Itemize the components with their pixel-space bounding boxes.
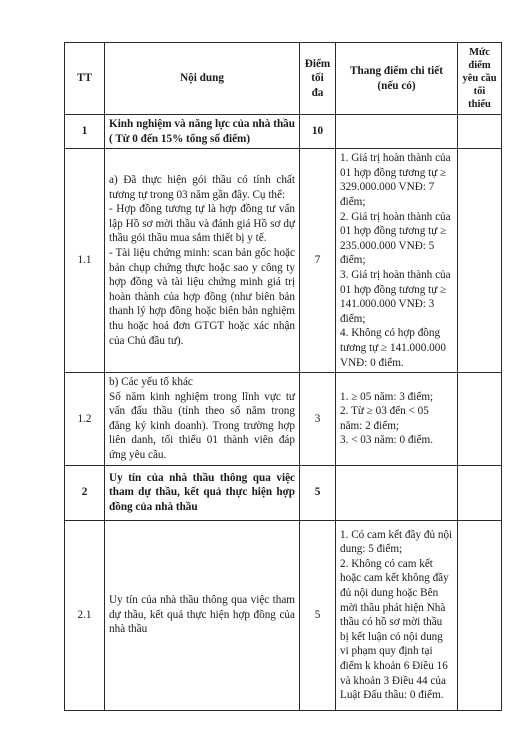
row-scale: 1. Có cam kết đầy đủ nội dung: 5 điểm; 2. Không có cam kết hoặc cam kết không đầy đủ nội dung hoặc Bên mời thầu phát hiện Nhà thầu có hồ sơ mời thầu bị kết luận có nội dung vi phạm quy định tại điểm k khoản 6 Điều 16 và khoản 3 Điều 44 của Luật Đấu thầu: 0 điểm. bbox=[336, 520, 458, 710]
table-row bbox=[65, 465, 502, 520]
row-min bbox=[458, 149, 502, 373]
table-row bbox=[65, 115, 502, 149]
row-score: 7 bbox=[300, 149, 336, 373]
row-tt: 2.1 bbox=[65, 520, 105, 710]
header-max-score: Điểm tối đa bbox=[300, 43, 336, 115]
row-scale bbox=[336, 465, 458, 520]
row-scale: 1. Giá trị hoàn thành của 01 hợp đồng tương tự ≥ 329.000.000 VNĐ: 7 điểm; 2. Giá trị hoàn thành của 01 hợp đồng tương tự ≥ 235.000.000 VNĐ: 5 điểm; 3. Giá trị hoàn thành của 01 hợp đồng tương tự ≥ 141.000.000 VNĐ: 3 điểm; 4. Không có hợp đồng tương tự ≥ 141.000.000 VNĐ: 0 điểm. bbox=[336, 149, 458, 373]
row-scale: 1. ≥ 05 năm: 3 điểm; 2. Từ ≥ 03 đến < 05 năm: 2 điểm; 3. < 03 năm: 0 điểm. bbox=[336, 373, 458, 466]
header-min-required: Mức điểm yêu cầu tối thiểu bbox=[458, 43, 502, 115]
row-score: 5 bbox=[300, 520, 336, 710]
row-content: Kinh nghiệm và năng lực của nhà thầu ( Từ 0 đến 15% tổng số điểm) bbox=[105, 115, 300, 149]
table-row bbox=[65, 373, 502, 466]
row-min bbox=[458, 115, 502, 149]
header-tt: TT bbox=[65, 43, 105, 115]
header-scale: Thang điểm chi tiết (nếu có) bbox=[336, 43, 458, 115]
row-min bbox=[458, 520, 502, 710]
row-score: 3 bbox=[300, 373, 336, 466]
table-row bbox=[65, 149, 502, 373]
row-score: 10 bbox=[300, 115, 336, 149]
row-tt: 1 bbox=[65, 115, 105, 149]
row-content: b) Các yếu tố khác Số năm kinh nghiệm trong lĩnh vực tư vấn đấu thầu (tính theo số năm trong đăng ký kinh doanh). Trong trường hợp liên danh, tối thiểu 01 thành viên đáp ứng yêu cầu. bbox=[105, 373, 300, 466]
row-content: Uy tín của nhà thầu thông qua việc tham dự thầu, kết quả thực hiện hợp đồng của nhà thầu bbox=[105, 465, 300, 520]
row-min bbox=[458, 373, 502, 466]
row-tt: 1.2 bbox=[65, 373, 105, 466]
row-tt: 2 bbox=[65, 465, 105, 520]
row-min bbox=[458, 465, 502, 520]
row-content: a) Đã thực hiện gói thầu có tính chất tương tự trong 03 năm gần đây. Cụ thể: - Hợp đồng tương tự là hợp đồng tư vấn lập Hồ sơ mời thầu và đánh giá Hồ sơ dự thầu gói thầu mua sắm thiết bị y tế. - Tài liệu chứng minh: scan bản gốc hoặc bản chụp chứng thực hoặc sao y công ty hợp đồng và tài liệu chứng minh giá trị hoàn thành của hợp đồng (như biên bản thanh lý hợp đồng hoặc biên bản nghiệm thu hoặc hoá đơn GTGT hoặc xác nhận của Chủ đầu tư). bbox=[105, 149, 300, 373]
row-tt: 1.1 bbox=[65, 149, 105, 373]
header-content: Nội dung bbox=[105, 43, 300, 115]
row-score: 5 bbox=[300, 465, 336, 520]
table-header-row bbox=[65, 43, 502, 115]
evaluation-table bbox=[64, 42, 502, 711]
row-content: Uy tín của nhà thầu thông qua việc tham dự thầu, kết quả thực hiện hợp đồng của nhà thầu bbox=[105, 520, 300, 710]
table-row bbox=[65, 520, 502, 710]
row-scale bbox=[336, 115, 458, 149]
